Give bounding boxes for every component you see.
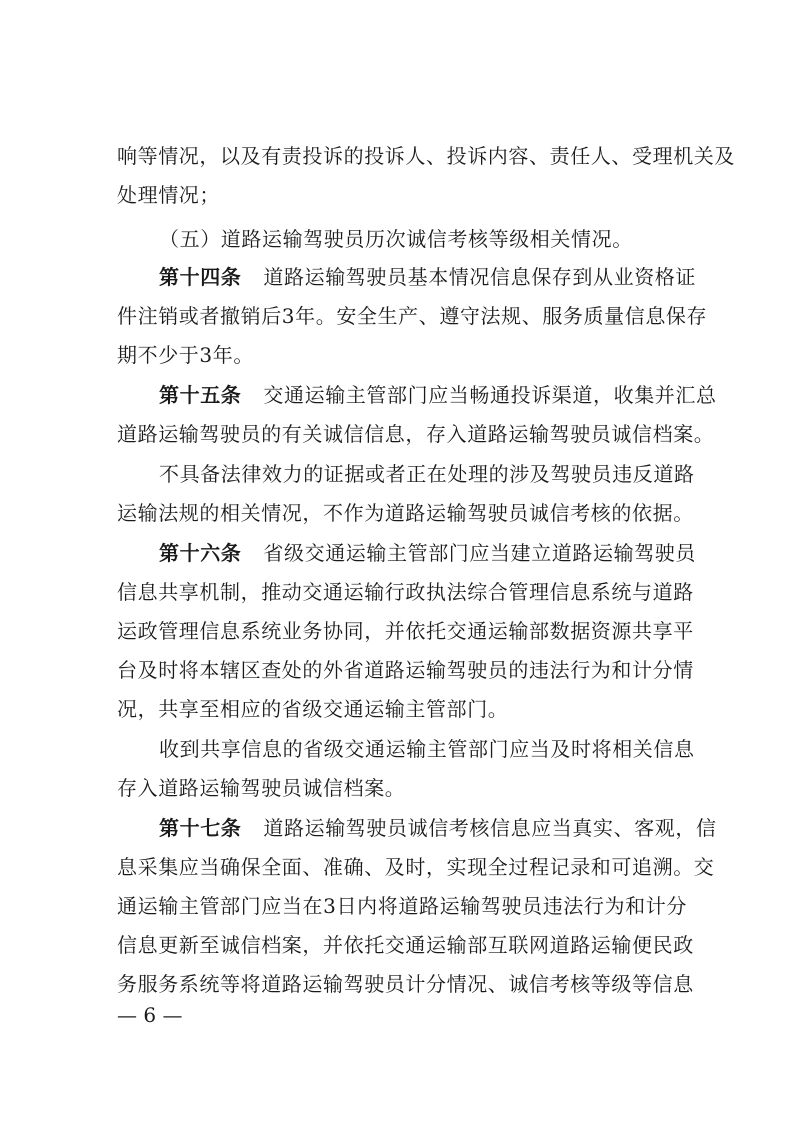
- article-16-paragraph: [159, 534, 697, 572]
- text-line: 运输法规的相关情况，不作为道路运输驾驶员诚信考核的依据。: [117, 501, 694, 525]
- text-line: 件注销或者撤销后3年。安全生产、遵守法规、服务质量信息保存: [117, 304, 708, 328]
- text-line: 响等情况，以及有责投诉的投诉人、投诉内容、责任人、受理机关及: [117, 144, 735, 168]
- text-line: 信息更新至诚信档案，并依托交通运输部互联网道路运输便民政: [117, 933, 694, 957]
- text-line: 道路运输驾驶员诚信考核信息应当真实、客观，信: [263, 816, 717, 840]
- article-14-paragraph: [159, 258, 697, 296]
- article-16-heading: 第十六条: [159, 541, 242, 565]
- text-line: 通运输主管部门应当在3日内将道路运输驾驶员违法行为和计分: [117, 894, 687, 918]
- text-line: 存入道路运输驾驶员诚信档案。: [117, 776, 406, 800]
- text-line: 交通运输主管部门应当畅通投诉渠道，收集并汇总: [263, 383, 717, 407]
- text-line: 况，共享至相应的省级交通运输主管部门。: [117, 697, 509, 721]
- text-line: 务服务系统等将道路运输驾驶员计分情况、诚信考核等级等信息: [117, 972, 694, 996]
- text-line: 省级交通运输主管部门应当建立道路运输驾驶员: [263, 541, 697, 565]
- article-15-heading: 第十五条: [159, 383, 242, 407]
- text-line: 处理情况；: [117, 183, 220, 207]
- article-14-heading: 第十四条: [159, 265, 242, 289]
- text-line: （五）道路运输驾驶员历次诚信考核等级相关情况。: [159, 227, 633, 251]
- text-line: 期不少于3年。: [117, 343, 254, 367]
- text-line: 运政管理信息系统业务协同，并依托交通运输部数据资源共享平: [117, 619, 694, 643]
- article-17-paragraph: [159, 809, 717, 847]
- text-line: 信息共享机制，推动交通运输行政执法综合管理信息系统与道路: [117, 580, 694, 604]
- text-line: 台及时将本辖区查处的外省道路运输驾驶员的违法行为和计分情: [117, 658, 694, 682]
- text-line: 道路运输驾驶员的有关诚信信息，存入道路运输驾驶员诚信档案。: [117, 422, 715, 446]
- text-line: 息采集应当确保全面、准确、及时，实现全过程记录和可追溯。交: [117, 855, 715, 879]
- article-15-paragraph: [159, 376, 717, 414]
- page-number: — 6 —: [117, 1003, 183, 1027]
- text-line: 不具备法律效力的证据或者正在处理的涉及驾驶员违反道路: [159, 462, 695, 486]
- article-17-heading: 第十七条: [159, 816, 242, 840]
- text-line: 道路运输驾驶员基本情况信息保存到从业资格证: [263, 265, 697, 289]
- text-line: 收到共享信息的省级交通运输主管部门应当及时将相关信息: [159, 737, 695, 761]
